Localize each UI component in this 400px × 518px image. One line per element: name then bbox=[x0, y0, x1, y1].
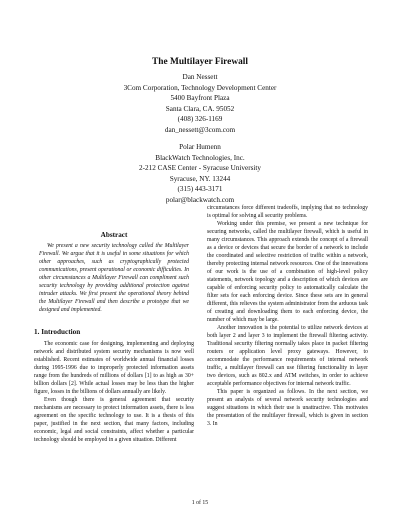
author-email: dan_nessett@3com.com bbox=[164, 125, 236, 134]
abstract-heading: Abstract bbox=[100, 231, 128, 239]
author-organization: BlackWatch Technologies, Inc. bbox=[155, 153, 245, 162]
author-city: Syracuse, NY. 13244 bbox=[169, 174, 231, 183]
author-name: Dan Nessett bbox=[182, 73, 218, 81]
author-street: 2-212 CASE Center - Syracuse University bbox=[139, 164, 261, 173]
paragraph: Working under this premise, we present a new technique for securing networks, called the multilayer firewall, which is useful in many circumstances. This approach extends the concept of a firewall as a device or devices that secure the border of a network to include the coordinated and selective restriction of traffic within a network, thereby protecting internal network resources. One of the innovations of our work is the use of a combination of high-level policy statements, network topology and a description of which devices are capable of enforcing security policy to automatically calculate the filter sets for each enforcing device. Since these sets are in general different, this relieves the system administrator from the arduous task of creating and downloading them to each enforcing device, the number of which may be large. bbox=[207, 220, 368, 323]
paragraph: The economic case for designing, implementing and deploying network and distributed system security mechanisms is now well established. Recent estimates of worldwide annual financial losses during 1995-1996 due to improperly protected information assets range from the hundreds of millions of dollars [1] to as high as 30+ billion dollars [2]. While actual losses may be less than the higher figure, losses in the billions of dollars annually are likely. bbox=[34, 340, 194, 395]
right-column bbox=[207, 205, 368, 429]
author-phone: (408) 326-1169 bbox=[177, 115, 223, 124]
paragraph: Even though there is general agreement that security mechanisms are necessary to protect information assets, there is less agreement on the specific technology to use. It is a thesis of this paper, justified in the next section, that many factors, including economic, legal and social constraints, affect whether a particular technology should be employed in a given situation. Different bbox=[34, 396, 194, 443]
author-street: 5400 Bayfront Plaza bbox=[170, 94, 230, 103]
paragraph: Another innovation is the potential to utilize network devices at both layer 2 and layer 3 to implement the firewall filtering activity. Traditional security filtering normally takes place in packet filtering routers or application level proxy gateways. However, to accommodate the performance requirements of internal network traffic, a multilayer firewall can use filtering functionality in layer two devices, such as 802.x and ATM switches, in order to achieve acceptable performance objectives for internal network traffic. bbox=[207, 324, 368, 387]
author-email: polar@blackwatch.com bbox=[165, 195, 235, 204]
paragraph: This paper is organized as follows. In the next section, we present an analysis of several network security technologies and suggest situations in which their use is unattractive. This motivates the presentation of the multilayer firewall, which is given in section 3. In bbox=[207, 388, 368, 427]
paper-title: The Multilayer Firewall bbox=[152, 57, 248, 67]
abstract-text: We present a new security technology called the Multilayer Firewall. We argue that it is useful in some situations for which other approaches, such as cryptographically protected communications, present operational or economic difficulties. In other circumstances a Multilayer Firewall can compliment such security technology by providing additional protection against intruder attacks. We first present the operational theory behind the Multilayer Firewall and then describe a prototype that we designed and implemented. bbox=[39, 243, 189, 313]
author-phone: (315) 443-3171 bbox=[177, 185, 223, 194]
author-city: Santa Clara, CA. 95052 bbox=[165, 104, 235, 113]
author-organization: 3Com Corporation, Technology Development Center bbox=[123, 83, 277, 92]
author-name: Polar Humenn bbox=[179, 143, 221, 151]
author-block-1 bbox=[0, 72, 400, 136]
left-column bbox=[34, 231, 194, 445]
paragraph: circumstances force different tradeoffs, implying that no technology is optimal for solving all security problems. bbox=[207, 205, 368, 219]
introduction-heading: 1. Introduction bbox=[34, 327, 81, 336]
author-block-2 bbox=[0, 142, 400, 206]
page-number: 1 of 15 bbox=[191, 500, 209, 506]
